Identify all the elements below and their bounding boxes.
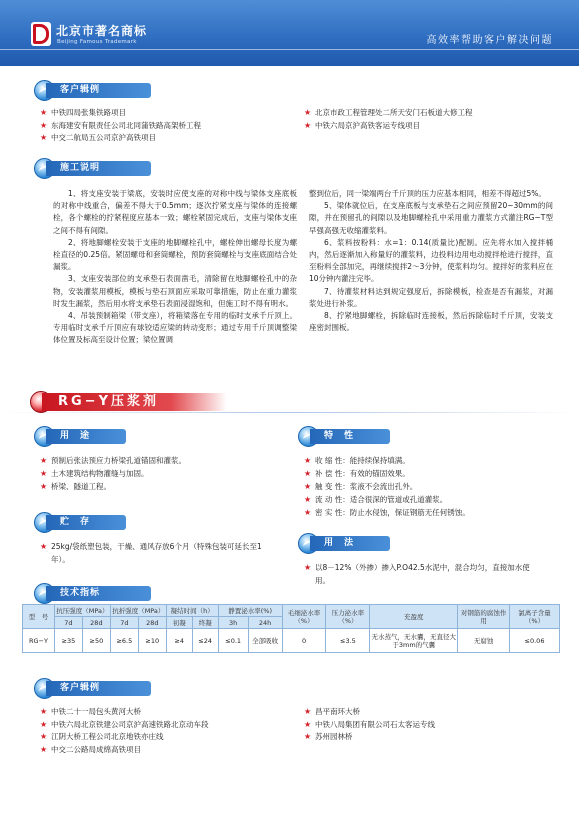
table-cell: RG−Y (23, 629, 55, 653)
list-item: ★ 北京市政工程管理处二所天安门石板道大修工程 (304, 107, 473, 120)
star-icon: ★ (40, 744, 48, 754)
paragraph: 2、将地脚螺栓安装于支座的地脚螺栓孔中，螺栓伸出螺母长度为螺栓直径的0.25倍。紧固螺母和套筒螺栓，预防套筒螺栓与支座底面结合处漏浆。 (53, 237, 297, 272)
star-icon: ★ (304, 482, 312, 491)
star-icon: ★ (304, 707, 312, 716)
table-cell: ≤24 (192, 629, 218, 653)
section-title: 贮 存 (46, 515, 126, 530)
product-name: RG−Y压浆剂 (42, 393, 227, 411)
header-cell: 初凝 (166, 617, 192, 629)
header-cell: 充盈度 (370, 605, 458, 629)
header-divider (0, 49, 579, 50)
list-item: ★ 中铁八局集团有限公司石太客运专线 (304, 719, 435, 732)
list-item: ★ 苏州园林桥 (304, 731, 435, 744)
star-icon: ★ (40, 542, 48, 551)
star-icon: ★ (304, 732, 312, 741)
features-list (304, 454, 470, 519)
table-cell: 无腐蚀 (458, 629, 510, 653)
star-icon: ★ (40, 133, 48, 142)
paragraph: 5、梁体就位后，在支座底板与支承垫石之间应预留20~30mm的间隙，并在预留孔的间隙以及地脚螺栓孔中采用重力灌浆方式灌注RG−T型早强高强无收缩灌浆料。 (309, 201, 553, 235)
star-icon: ★ (304, 456, 312, 465)
header-cell: 抗压强度（MPa） (56, 606, 109, 615)
list-item: ★ 中交二公路局成绵高铁项目 (40, 744, 209, 757)
star-icon: ★ (304, 120, 312, 130)
list-item: ★ 中铁六局京沪高铁客运专线项目 (304, 120, 473, 133)
header-cell: 对钢筋的腐蚀作用 (458, 605, 510, 629)
section-method (298, 535, 438, 552)
section-cases-bottom (34, 680, 184, 697)
section-title: 技术指标 (46, 586, 151, 601)
table-cell: 无水蒸气，无水囊，无直径大于3mm的气囊 (370, 629, 458, 653)
paragraph: 1、将支座安装于梁底，安装时应使支座的对称中线与梁体支座底板的对称中线重合，偏差不得大于0.5mm；逐次拧紧支座与梁体的连接螺栓，各个螺栓的拧紧程度应基本一致；螺栓紧固完成后，支座与梁体支座之间不得有间隙。 (53, 189, 297, 235)
header-cell: 7d (110, 617, 138, 629)
star-icon: ★ (40, 482, 48, 491)
table-cell: ≥4 (166, 629, 192, 653)
paragraph: 7、待灌浆材料达到规定强度后，拆除模板，检查是否有漏浆，对漏浆处进行补浆。 (309, 286, 553, 308)
paragraph: 整到位后，同一梁端两台千斤顶的压力应基本相同，相差不得超过5%。 (309, 189, 546, 198)
list-item: ★ 中铁二十一局包头黄河大桥 (40, 706, 209, 719)
section-tech (34, 585, 184, 602)
list-item: ★ 土木建筑结构物灌缝与加固。 (40, 469, 149, 478)
table-cell: ≥35 (54, 629, 82, 653)
brand-chinese: 北京市著名商标 (56, 24, 148, 38)
star-icon: ★ (304, 719, 312, 729)
section-construction (34, 160, 184, 177)
table-cell: 全部吸收 (248, 629, 282, 653)
paragraph: 6、浆料按粉料：水=1：0.14(质量比)配制。应先将水加入搅拌桶内，然后逐渐加入称量好的灌浆料，边投料边用电动搅拌枪进行搅拌，直至粉料全部加完，再继续搅拌2～3分钟，使浆料均匀。搅拌好的浆料应在10分钟内灌注完毕。 (309, 237, 553, 284)
star-icon: ★ (40, 719, 48, 729)
section-title: 施工说明 (46, 161, 151, 176)
section-title: 特 性 (310, 429, 390, 444)
header-cell: 28d (138, 617, 166, 629)
header-cell: 7d (54, 617, 82, 629)
header-cell: 终凝 (192, 617, 218, 629)
brand-english: Beijing Famous Trademark (57, 39, 137, 45)
star-icon: ★ (40, 120, 48, 130)
star-icon: ★ (304, 508, 312, 517)
tech-table (22, 604, 560, 653)
section-storage (34, 514, 174, 531)
header-cell: 凝结时间（h） (166, 605, 218, 617)
section-usage (34, 428, 174, 445)
slogan: 高效率帮助客户解决问题 (426, 35, 553, 46)
storage-text: ★ 25kg/袋纸塑包装，干燥、通风存放6个月（特殊包装可延长至1年）。 (40, 542, 262, 564)
star-icon: ★ (40, 732, 48, 741)
paragraph: 4、吊装预制箱梁（带支座），将箱梁落在专用的临时支承千斤顶上。专用临时支承千斤顶应有球铰适应梁的转动变形；通过专用千斤顶调整梁体位置及标高至设计位置；梁位置调 (53, 311, 297, 345)
paragraph: 8、拧紧地脚螺栓，拆除临时连接板，然后拆除临时千斤顶，安装支座密封围板。 (309, 311, 553, 333)
star-icon: ★ (304, 108, 312, 117)
table-cell: 0 (282, 629, 326, 653)
list-item: ★ 昌平南环大桥 (304, 706, 435, 719)
star-icon: ★ (304, 495, 312, 504)
list-item: ★ 中铁六局北京铁建公司京沪高速铁路北京动车段 (40, 719, 209, 732)
list-item: ★ 桥梁、隧道工程。 (40, 482, 111, 491)
header-banner (0, 0, 579, 66)
header-cell: 型 号 (23, 605, 55, 629)
header-cell: 氯离子含量（%） (509, 605, 559, 629)
table-cell: ≤0.06 (509, 629, 559, 653)
section-features (298, 428, 438, 445)
header-cell: 抗折强度（MPa） (112, 606, 165, 615)
table-cell: ≥50 (82, 629, 110, 653)
section-title: 用 途 (46, 429, 126, 444)
table-cell: ≤3.5 (326, 629, 370, 653)
product-title (30, 391, 230, 413)
list-item: ★ 收 缩 性：能持续保持填满。 (304, 456, 410, 465)
star-icon: ★ (304, 563, 312, 572)
company-logo (31, 22, 51, 46)
header-cell: 24h (248, 617, 282, 629)
list-item: ★ 中铁四局张集铁路项目 (40, 107, 201, 120)
star-icon: ★ (304, 469, 312, 478)
cases-top-left (40, 107, 201, 145)
cases-bottom-left (40, 706, 209, 756)
list-item: ★ 流 动 性：适合很深的管道或孔道灌浆。 (304, 495, 448, 504)
star-icon: ★ (40, 707, 48, 716)
header-cell: 压力泌水率（%） (326, 605, 370, 629)
table-header-row (23, 605, 560, 617)
list-item: ★ 江阴大桥工程公司北京地铁亦庄线 (40, 731, 209, 744)
table-cell: ≥10 (138, 629, 166, 653)
star-icon: ★ (40, 469, 48, 478)
table-row (23, 629, 560, 653)
construction-right-column (309, 188, 553, 334)
section-cases-top (34, 82, 184, 99)
header-cell: 毛细泌水率（%） (282, 605, 326, 629)
table-cell: ≥6.5 (110, 629, 138, 653)
list-item: ★ 预制后张法预应力桥梁孔道锚固和灌浆。 (40, 456, 186, 465)
table-cell: ≤0.1 (218, 629, 248, 653)
list-item: ★ 东海建安有限责任公司北同蒲铁路高架桥工程 (40, 120, 201, 133)
usage-list (40, 454, 186, 493)
section-title: 客户辑例 (46, 83, 151, 98)
list-item: ★ 密 实 性：防止水侵蚀，保证钢筋无任何锈蚀。 (304, 508, 470, 517)
list-item: ★ 补 偿 性：有效的锚固效果。 (304, 469, 410, 478)
header-cell: 28d (82, 617, 110, 629)
paragraph: 3、支座安装部位的支承垫石表面凿毛，清除留在地脚螺栓孔中的杂物，安装灌浆用模板，模板与垫石顶面应采取可靠措施，防止在重力灌浆时发生漏浆，然后用水将支承垫石表面浸湿饱和，但施工时不得有明水。 (53, 274, 297, 308)
cases-bottom-right (304, 706, 435, 744)
construction-left-column (53, 188, 297, 347)
method-text: ★ 以8－12%（外掺）掺入P.O42.5水泥中，混合均匀，直接加水使用。 (304, 563, 530, 585)
star-icon: ★ (40, 108, 48, 117)
section-title: 用 法 (310, 536, 390, 551)
list-item: ★ 中交二航局五公司京沪高铁项目 (40, 132, 201, 145)
header-cell: 3h (218, 617, 248, 629)
section-title: 客户辑例 (46, 681, 151, 696)
cases-top-right (304, 107, 473, 132)
header-cell: 静置泌水率(%) (218, 605, 282, 617)
star-icon: ★ (40, 456, 48, 465)
list-item: ★ 触 变 性：浆液不会流出孔外。 (304, 482, 418, 491)
